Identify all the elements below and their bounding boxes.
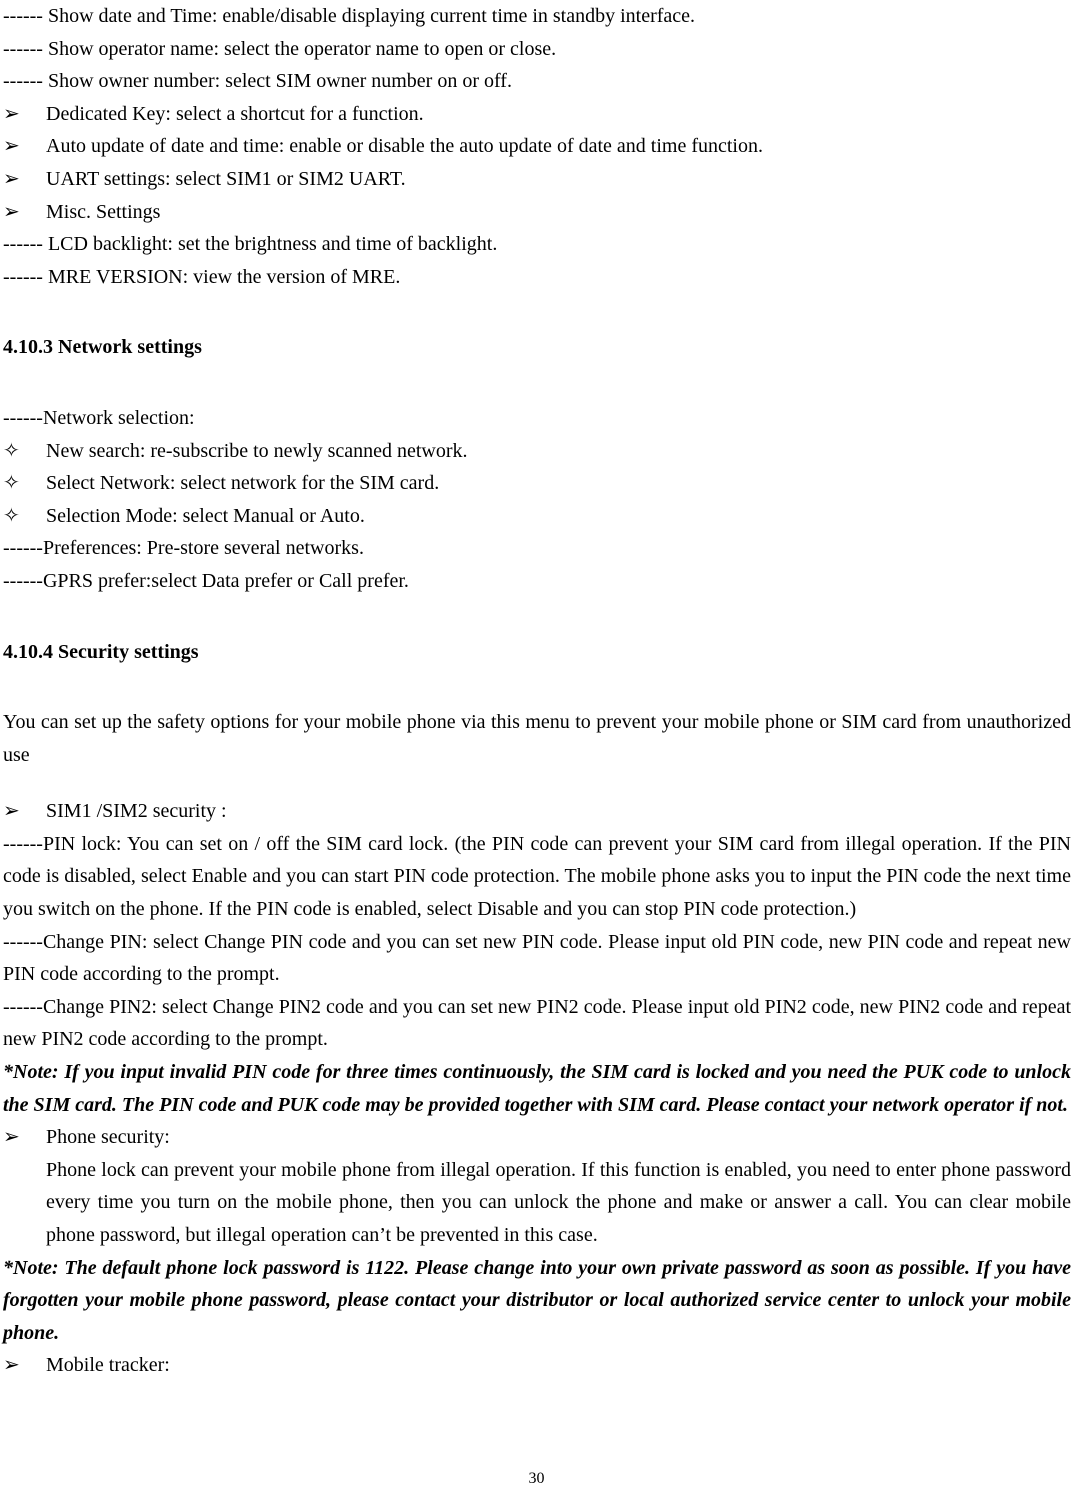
section-heading-security: 4.10.4 Security settings — [3, 640, 199, 663]
bullet-text: Auto update of date and time: enable or disable the auto update of date and time function. — [46, 135, 763, 158]
text-line-lcd-backlight: ------ LCD backlight: set the brightness and time of backlight. — [3, 233, 498, 256]
bullet-mobile-tracker — [3, 1349, 1071, 1382]
change-pin-paragraph: ------Change PIN: select Change PIN code and you can set new PIN code. Please input old PIN code, new PIN code and repeat new PIN code according to the prompt. — [3, 930, 1071, 986]
arrow-bullet-icon: ➢ — [3, 102, 20, 125]
bullet-uart-settings — [3, 163, 1071, 196]
option-new-search — [3, 435, 1071, 468]
text-line-show-date-time: ------ Show date and Time: enable/disable displaying current time in standby interface. — [3, 5, 696, 27]
bullet-text: Mobile tracker: — [46, 1354, 170, 1377]
bullet-dedicated-key — [3, 98, 1071, 131]
text-line-gprs-prefer: ------GPRS prefer:select Data prefer or Call prefer. — [3, 569, 409, 592]
security-intro-paragraph: You can set up the safety options for your mobile phone via this menu to prevent your mobile phone or SIM card from unauthorized use — [3, 711, 1071, 766]
change-pin2-paragraph: ------Change PIN2: select Change PIN2 code and you can set new PIN2 code. Please input old PIN2 code, new PIN2 code and repeat new PIN2 code according to the prompt. — [3, 995, 1071, 1051]
bullet-text: UART settings: select SIM1 or SIM2 UART. — [46, 167, 406, 190]
arrow-bullet-icon: ➢ — [3, 200, 20, 223]
arrow-bullet-icon: ➢ — [3, 800, 20, 823]
bullet-misc-settings — [3, 196, 1071, 229]
text-line-network-selection: ------Network selection: — [3, 406, 195, 429]
phone-security-paragraph: Phone lock can prevent your mobile phone from illegal operation. If this function is enabled, you need to enter phone password every time you turn on the mobile phone, then you can unlock the phone and make or answer a call. You can clear mobile phone password, but illegal operation can’t be prevented in this case. — [46, 1158, 1071, 1246]
diamond-bullet-icon: ✧ — [3, 472, 20, 495]
text-line-mre-version: ------ MRE VERSION: view the version of MRE. — [3, 265, 401, 288]
option-text: Selection Mode: select Manual or Auto. — [46, 504, 365, 527]
bullet-auto-update — [3, 130, 1071, 163]
arrow-bullet-icon: ➢ — [3, 167, 20, 190]
text-line-show-owner-number: ------ Show owner number: select SIM owner number on or off. — [3, 70, 512, 93]
option-text: Select Network: select network for the SIM card. — [46, 472, 440, 495]
option-select-network — [3, 467, 1071, 500]
section-heading-network: 4.10.3 Network settings — [3, 336, 202, 359]
option-selection-mode — [3, 500, 1071, 533]
arrow-bullet-icon: ➢ — [3, 1354, 20, 1377]
document-page — [3, 0, 1071, 1382]
diamond-bullet-icon: ✧ — [3, 504, 20, 527]
option-text: New search: re-subscribe to newly scanned network. — [46, 439, 468, 462]
text-line-preferences: ------Preferences: Pre-store several networks. — [3, 537, 364, 560]
pin-lock-paragraph: ------PIN lock: You can set on / off the SIM card lock. (the PIN code can prevent your SIM card from illegal operation. If the PIN code is disabled, select Enable and you can start PIN code protection. The mobile phone asks you to input the PIN code the next time you switch on the phone. If the PIN code is enabled, select Disable and you can stop PIN code protection.) — [3, 832, 1071, 921]
page-number: 30 — [528, 1470, 545, 1487]
password-note-paragraph: *Note: The default phone lock password is 1122. Please change into your own private password as soon as possible. If you have forgotten your mobile phone password, please contact your distributor or local authorized service center to unlock your mobile phone. — [3, 1256, 1071, 1344]
arrow-bullet-icon: ➢ — [3, 135, 20, 158]
diamond-bullet-icon: ✧ — [3, 439, 20, 462]
bullet-phone-security — [3, 1121, 1071, 1154]
bullet-text: SIM1 /SIM2 security : — [46, 800, 227, 823]
bullet-sim-security — [3, 795, 1071, 828]
bullet-text: Phone security: — [46, 1126, 170, 1149]
bullet-text: Dedicated Key: select a shortcut for a function. — [46, 102, 424, 125]
puk-note-paragraph: *Note: If you input invalid PIN code for three times continuously, the SIM card is locked and you need the PUK code to unlock the SIM card. The PIN code and PUK code may be provided together with SIM card. Please contact your network operator if not. — [3, 1061, 1071, 1116]
bullet-text: Misc. Settings — [46, 200, 161, 223]
text-line-show-operator-name: ------ Show operator name: select the operator name to open or close. — [3, 37, 557, 60]
arrow-bullet-icon: ➢ — [3, 1126, 20, 1149]
